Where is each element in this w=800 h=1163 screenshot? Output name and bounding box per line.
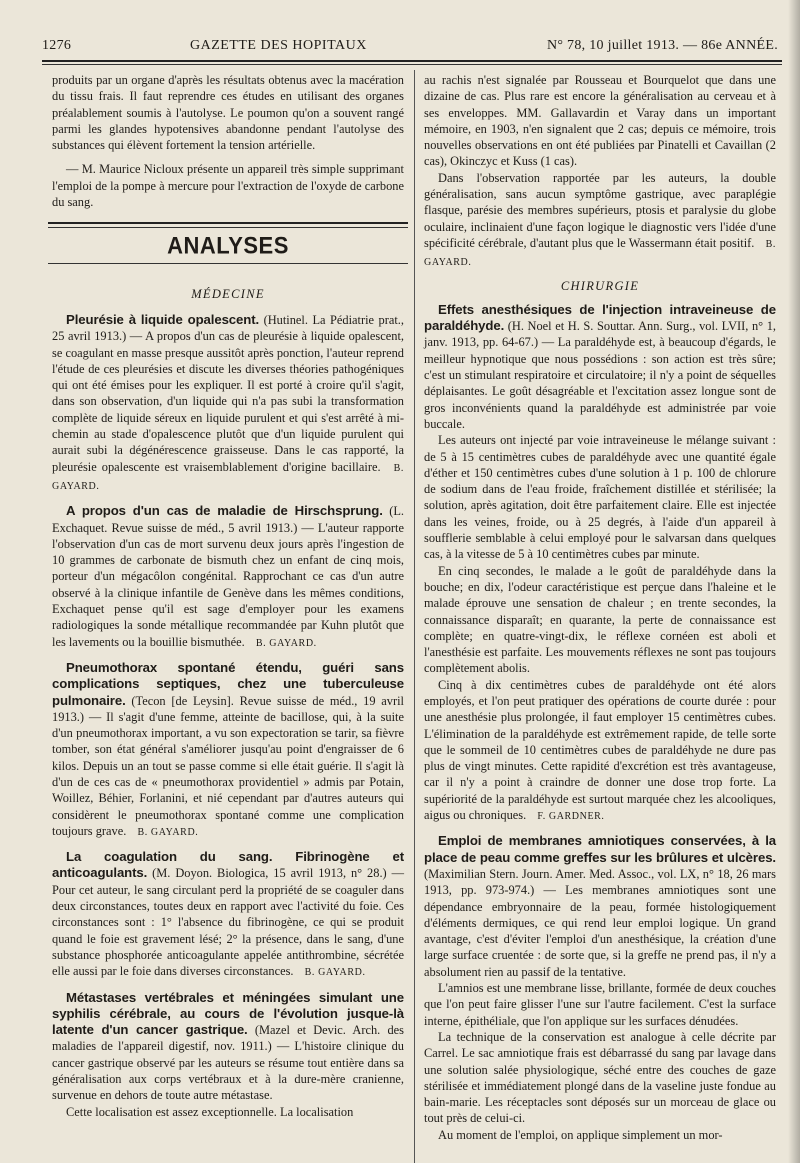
article-continuation: Cette localisation est assez exceptionnelle. La localisation [66,1104,354,1119]
page-edge-shadow [788,0,800,1163]
article-headline: Effets anesthésiques de l'injection intraveineuse de paraldéhyde. [424,301,776,334]
article-metastases [52,990,404,1104]
paragraph-text: Cinq à dix centimètres cubes de paraldéhyde ont été alors employés, et l'on peut pratiquer des opérations de courte durée : pour une anesthésie plus prolongée, il faut employer 15 centimètres cubes. L'élimination de la paraldéhyde est extrêmement rapide, de telle sorte que le sommeil de 10 centimètres cubes de paraldéhyde ne dure pas plus de vingt minutes. Cette rapidité d'excrétion est très avantageuse, car il n'y a point à craindre de donner une dose trop forte. La supériorité de la paraldéhyde est surtout marquée chez les alcooliques, aigus ou chroniques. [424,677,776,823]
intro-paragraph: produits par un organe d'après les résultats obtenus avec la macération du tissu frais. Il faut reprendre ces études en utilisant des organes préalablement soumis à l'autolyse. Le poumon qu'on a souvent rangé parmi les glandes hypotensives abandonne pendant l'autolyse des substances qui élèvent fortement la tension artérielle. [52,73,404,153]
continued-paragraph: au rachis n'est signalée par Rousseau et Bourquelot que dans une dizaine de cas. Plus rare est encore la généralisation au cerveau et à ses enveloppes. MM. Gallavardin et Varay dans un important mémoire, en 1903, n'en signalent que 2 cas; depuis ce mémoire, trois nouvelles observations en ont été publiées par Pinatelli et Cavaillan (2 cas), Okinczyc et Kuss (1 cas). [424,73,776,169]
article-headline: Emploi de membranes amniotiques conservées, à la place de peau comme greffes sur les brûlures et ulcères. [424,833,776,865]
right-column [424,72,776,1143]
header-rule [42,60,782,62]
amniotic-paragraph-2: L'amnios est une membrane lisse, brillante, formée de deux couches que l'on peut faire glisser l'une sur l'autre facilement. C'est la surface interne, épithéliale, que l'on applique sur les surfaces dénudées. [424,981,776,1028]
amniotic-paragraph-3: La technique de la conservation est analogue à celle décrite par Carrel. Le sac amniotique frais est débarrassé du sang par lavage dans une solution salée physiologique, séché entre des couches de gaze stérilisée et immédiatement plongé dans de la vaseline juste fondue au bain-marie. Les réceptacles sont déposés sur un morceau de glace ou tout près de celui-ci. [424,1029,776,1126]
article-pleuresie [52,312,404,495]
paraldehyde-paragraph-3: En cinq secondes, le malade a le goût de paraldéhyde dans la bouche; en dix, l'odeur caractéristique est perçue dans l'haleine et le malade éprouve une sensation de chaleur ; en trente secondes, la connaissance disparaît; en quarante, la perte de connaissance est complète; en quatre-vingt-dix, le réflexe cornéen est aboli et l'anesthésie est parfaite. Les mouvements réflexes ne sont pas toujours complètement abolis. [424,563,776,676]
article-body: (Mazel et Devic. Arch. des maladies de l'appareil digestif, nov. 1911.) — L'histoire clinique du cancer gastrique observé par les auteurs se résume tout entière dans sa généralisation aux corps vertébraux et à la dure-mère cranienne, survenue en dehors de toute autre métastase. [52,1023,404,1103]
section-rule [48,222,408,228]
article-paraldehyde [424,302,776,432]
article-headline: Pneumothorax spontané étendu, guéri sans complications septiques, chez une tuberculeuse pulmonaire. [52,659,404,708]
article-body: (M. Doyon. Biologica, 15 avril 1913, n° 28.) — Pour cet auteur, le sang circulant perd la propriété de se coaguler dans deux circonstances, toutes deux en rapport avec l'activité du foie. Ces circonstances sont : 1° l'absence du fibrinogène, ce qui se produit quand le foie est gravement lésé; 2° la présence, dans le sang, d'une substance phosphorée anticoagulante appelée antithrombine, sécrétée elle aussi par le foie dans diverses circonstances. [52,866,404,979]
amniotic-paragraph-4: Au moment de l'emploi, on applique simplement un mor- [438,1127,723,1142]
analyses-title: ANALYSES [167,232,289,260]
article-coagulation [52,849,404,981]
paraldehyde-paragraph-2: Les auteurs ont injecté par voie intraveineuse le mélange suivant : de 5 à 15 centimètres cubes de paraldéhyde avec une quantité égale d'éther et 150 centimètres cubes d'une solution à 1 p. 100 de chlorure de sodium dans de l'eau froide, fraîchement distillée et stérilisée; la solution, après agitation, doit être parfaitement claire. Elle est injectée dans les veines, froide, ou à 25 degrés, à l'aide d'un appareil à soufflerie semblable à celui employé pour le salvarsan dans quelques cas, à la vitesse de 5 à 10 centimètres cubes par minute. [424,433,776,562]
article-amniotic [424,833,776,980]
author-signature: B. GAYARD. [304,967,366,979]
author-signature: F. GARDNER. [537,811,605,823]
page-number: 1276 [42,38,72,53]
article-headline: Métastases vertébrales et méningées simulant une syphilis cérébrale, au cours de l'évolution jusque-là latente d'un cancer gastrique. [52,989,404,1038]
section-rule-thin [48,263,408,264]
author-signature: B. GAYARD. [424,238,776,269]
article-body: (Tecon [de Leysin]. Revue suisse de méd., 19 avril 1913.) — Il s'agit d'une femme, atteinte de bacillose, qui, à la suite d'un pneumothorax important, a vu son expectoration se tarir, sa fièvre tomber, son état général s'améliorer jusqu'au point d'engraisser de 6 kilos. Depuis un an tout se passe comme si elle était guérie. Il s'agit là d'un de ces cas de « pneumothorax providentiel » admis par Potain, Woillez, Béhier, Forlanini, et nié cependant par d'autres auteurs qui considèrent le pneumothorax spontané comme une complication toujours grave. [52,693,404,838]
article-headline: A propos d'un cas de maladie de Hirschsprung. [66,503,383,519]
issue-info: N° 78, 10 juillet 1913. — 86e ANNÉE. [546,38,778,53]
page-header [42,38,782,60]
paraldehyde-paragraph-4 [424,677,776,826]
article-headline: Pleurésie à liquide opalescent. [66,311,260,327]
article-body: (L. Exchaquet. Revue suisse de méd., 5 avril 1913.) — L'auteur rapporte l'observation d'un cas de mort survenu deux jours après l'ingestion de 10 grammes de carbonate de bismuth chez un enfant de cinq mois, porteur d'un mégacôlon congénital. Rapprochant ce cas d'un autre observé à la clinique infantile de Genève dans les mêmes conditions, Exchaquet pense qu'il est sage d'employer pour les examens radiologiques la sonde métallique recommandée par Kuhn plutôt que les lavements ou la bouillie bismuthée. [52,504,404,649]
left-column [52,72,404,1120]
article-body: (H. Noel et H. S. Souttar. Ann. Surg., vol. LVII, n° 1, janv. 1913, pp. 64-67.) — La paraldéhyde est, à beaucoup d'égards, le meilleur hypnotique que nous possédions : son action est très sûre; c'est un stimulant respiratoire et circulatoire; il n'y a point de séquelles déplaisantes. Le goût désagréable et l'excitation assez longue sont de gros inconvénients quand la paraldéhyde est administrée par voie buccale. [424,319,776,431]
observation-paragraph [424,170,776,272]
journal-title: GAZETTE DES HOPITAUX [190,38,367,53]
article-pneumothorax [52,660,404,841]
article-headline: La coagulation du sang. Fibrinogène et anticoagulants. [52,849,404,881]
article-hirschsprung [52,503,404,652]
header-rule-thin [42,64,782,65]
author-signature: B. GAYARD. [255,637,317,649]
article-body: (Hutinel. La Pédiatrie prat., 25 avril 1913.) — A propos d'un cas de pleurésie à liquide opalescent, se coagulant en masse presque aussitôt après ponction, l'auteur reprend l'étude de ces pleurésies et discute les diverses théories pathogéniques qui ont été émises pour les expliquer. Il est porté à croire qu'il s'agit, dans son observation, d'un liquide qui n'a pas subi la transformation complète de liquide séreux en liquide purulent et qui s'est arrêté à mi-chemin au stade d'opalescence plutôt que d'un liquide purulent qui aurait subi la dégénérescence graisseuse. Dans le cas rapporté, la pleurésie opalescente est vraisemblablement d'origine bacillaire. [52,312,404,474]
medecine-heading: MÉDECINE [191,286,265,301]
column-divider [414,70,415,1163]
article-body: (Maximilian Stern. Journ. Amer. Med. Assoc., vol. LX, n° 18, 26 mars 1913, pp. 973-974.) — Les membranes amniotiques sont une dépendance embryonnaire de la peau, formée histologiquement d'éléments dermiques, ce qui rend leur emploi logique. Un grand avantage, c'est d'éviter l'emploi d'un anesthésique, la création d'une large surface cruentée : de sorte que, si la greffe ne prend pas, il n'y a absolument rien au passif de la tentative. [424,866,776,979]
paragraph-text: Dans l'observation rapportée par les auteurs, la double généralisation, sans aucun symptôme gastrique, avec paraplégie flasque, parésie des membres supérieurs, ptosis et paralysie du globe oculaire, inclinaient d'une façon logique le diagnostic vers l'idée d'une spécificité cérébrale, d'autant plus que le Wassermann était positif. [424,170,776,250]
nicloux-paragraph: — M. Maurice Nicloux présente un appareil très simple supprimant l'emploi de la pompe à mercure pour l'extraction de l'oxyde de carbone du sang. [52,162,404,210]
chirurgie-heading: CHIRURGIE [560,278,640,293]
author-signature: B. GAYARD. [52,462,404,492]
author-signature: B. GAYARD. [137,826,199,838]
